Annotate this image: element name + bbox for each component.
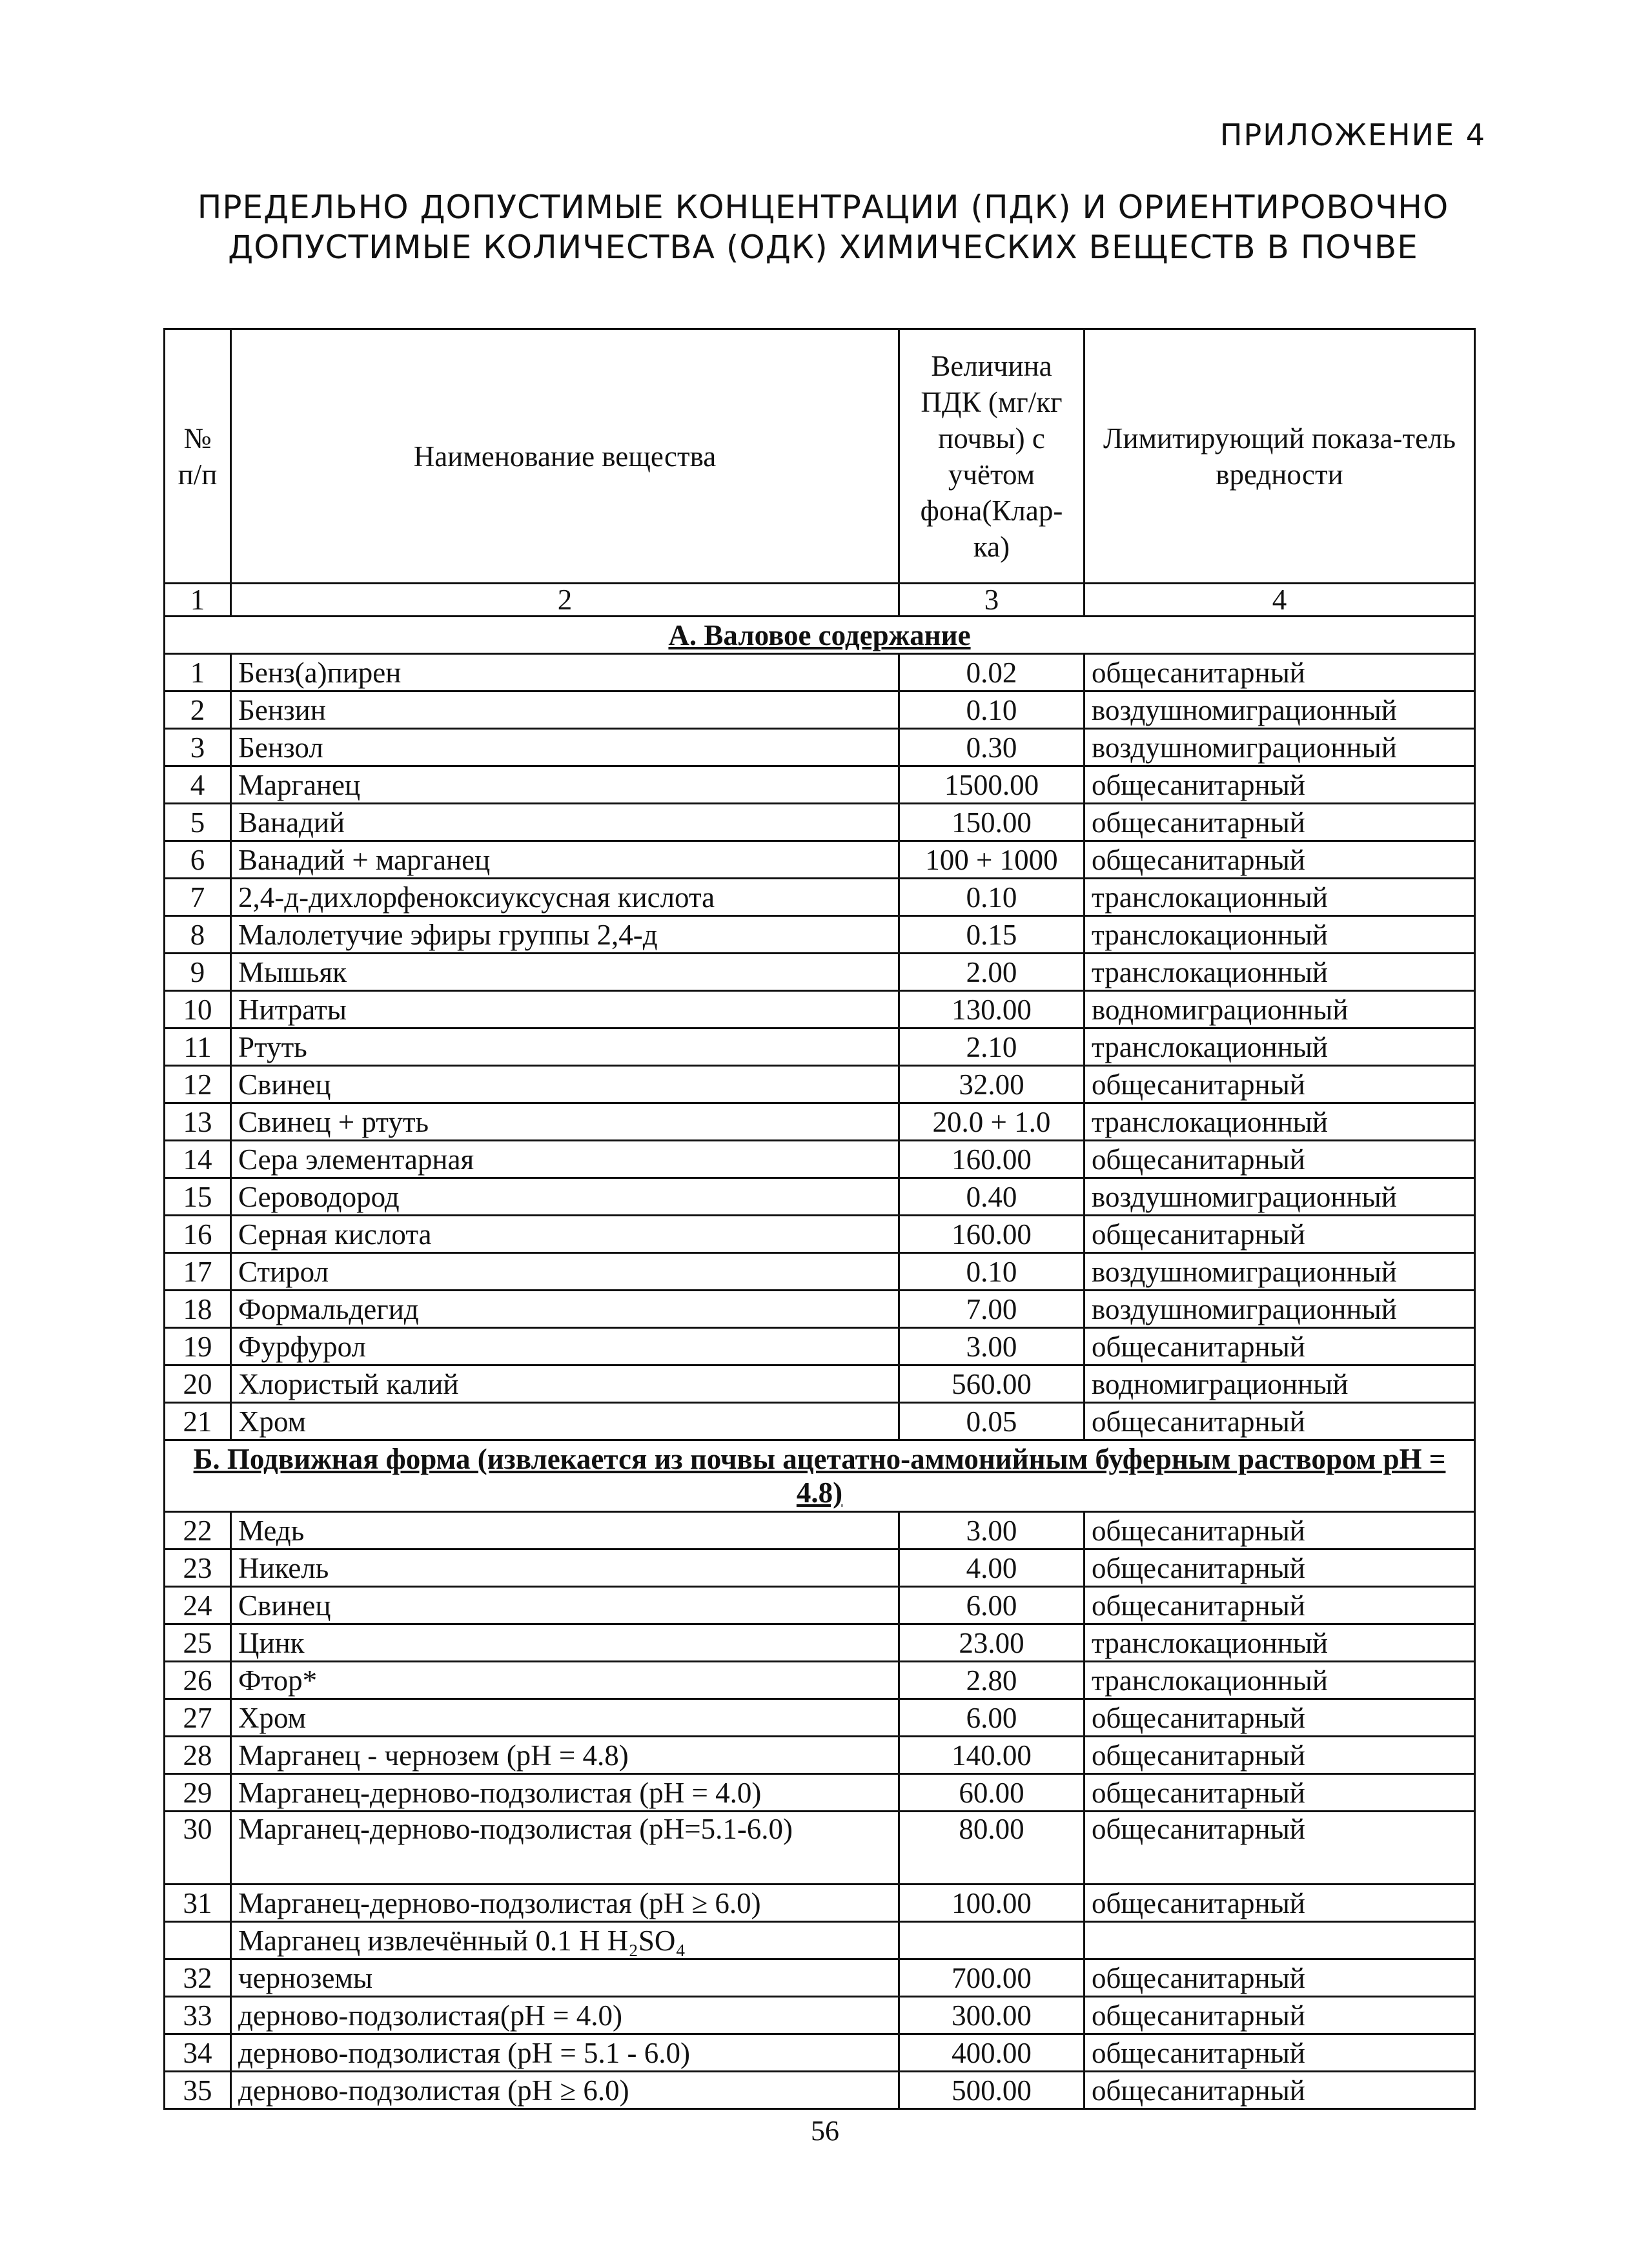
pdk-value: 700.00: [899, 1959, 1085, 1997]
pdk-value: 3.00: [899, 1328, 1085, 1365]
table-row: [165, 879, 1475, 916]
pdk-value: 3.00: [899, 1512, 1085, 1549]
pdk-value: 6.00: [899, 1699, 1085, 1737]
table-row: [165, 2072, 1475, 2109]
table-row: [165, 1737, 1475, 1774]
pdk-value: 0.40: [899, 1178, 1085, 1216]
table-row: [165, 841, 1475, 879]
substance-name: Ртуть: [231, 1028, 899, 1066]
substance-name: Серная кислота: [231, 1216, 899, 1253]
row-number: 20: [165, 1365, 231, 1403]
row-number: 4: [165, 766, 231, 804]
substance-name: дерново-подзолистая (pH = 5.1 - 6.0): [231, 2034, 899, 2072]
document-title: [155, 187, 1491, 267]
column-number: 3: [899, 584, 1085, 617]
table-row: [165, 1662, 1475, 1699]
row-number: 18: [165, 1291, 231, 1328]
table-row: [165, 1959, 1475, 1997]
row-number: 28: [165, 1737, 231, 1774]
section-header-row: [165, 617, 1475, 654]
limiting-indicator: транслокационный: [1085, 1624, 1475, 1662]
table-row: [165, 1328, 1475, 1365]
substance-name: Цинк: [231, 1624, 899, 1662]
header-name: Наименование вещества: [231, 329, 899, 584]
row-number: 25: [165, 1624, 231, 1662]
pdk-value: 560.00: [899, 1365, 1085, 1403]
pdk-value: 4.00: [899, 1549, 1085, 1587]
substance-name: 2,4-д-дихлорфеноксиуксусная кислота: [231, 879, 899, 916]
row-number: 26: [165, 1662, 231, 1699]
substance-name: Ванадий + марганец: [231, 841, 899, 879]
limiting-indicator: общесанитарный: [1085, 1549, 1475, 1587]
limiting-indicator: общесанитарный: [1085, 1699, 1475, 1737]
limiting-indicator: общесанитарный: [1085, 1512, 1475, 1549]
appendix-label: ПРИЛОЖЕНИЕ 4: [1219, 117, 1486, 152]
pdk-value: 0.05: [899, 1403, 1085, 1440]
header-limit: Лимитирующий показа-тель вредности: [1085, 329, 1475, 584]
row-number: 34: [165, 2034, 231, 2072]
row-number: 3: [165, 729, 231, 766]
row-number: 17: [165, 1253, 231, 1291]
row-number: 14: [165, 1141, 231, 1178]
empty-cell: [899, 1922, 1085, 1959]
limiting-indicator: общесанитарный: [1085, 1216, 1475, 1253]
substance-name: Мышьяк: [231, 954, 899, 991]
empty-cell: [165, 1922, 231, 1959]
substance-name: Бензол: [231, 729, 899, 766]
table-row: [165, 1028, 1475, 1066]
substance-name: Медь: [231, 1512, 899, 1549]
table-row: [165, 1365, 1475, 1403]
header-value: Величина ПДК (мг/кг почвы) с учётом фона(Клар-ка): [899, 329, 1085, 584]
pdk-value: 32.00: [899, 1066, 1085, 1103]
table-row: [165, 1403, 1475, 1440]
row-number: 15: [165, 1178, 231, 1216]
substance-name: Свинец + ртуть: [231, 1103, 899, 1141]
limiting-indicator: общесанитарный: [1085, 1885, 1475, 1922]
table-row: [165, 1103, 1475, 1141]
row-number: 21: [165, 1403, 231, 1440]
limiting-indicator: воздушномиграционный: [1085, 1253, 1475, 1291]
limiting-indicator: общесанитарный: [1085, 766, 1475, 804]
row-number: 29: [165, 1774, 231, 1812]
column-numbers-row: [165, 584, 1475, 617]
table-row: [165, 804, 1475, 841]
substance-name: Хлористый калий: [231, 1365, 899, 1403]
row-number: 5: [165, 804, 231, 841]
substance-name: Хром: [231, 1699, 899, 1737]
row-number: 12: [165, 1066, 231, 1103]
pdk-value: 2.80: [899, 1662, 1085, 1699]
table-row: [165, 1178, 1475, 1216]
table-row: [165, 1774, 1475, 1812]
limiting-indicator: общесанитарный: [1085, 1141, 1475, 1178]
row-number: 1: [165, 654, 231, 691]
limiting-indicator: общесанитарный: [1085, 2034, 1475, 2072]
table-header-row: [165, 329, 1475, 584]
substance-name: Фтор*: [231, 1662, 899, 1699]
substance-name: Марганец - чернозем (pH = 4.8): [231, 1737, 899, 1774]
row-number: 23: [165, 1549, 231, 1587]
pdk-value: 160.00: [899, 1216, 1085, 1253]
pdk-value: 60.00: [899, 1774, 1085, 1812]
pdk-value: 500.00: [899, 2072, 1085, 2109]
substance-name: Бенз(а)пирен: [231, 654, 899, 691]
substance-name: дерново-подзолистая (pH ≥ 6.0): [231, 2072, 899, 2109]
table-row: [165, 1699, 1475, 1737]
table-row: [165, 954, 1475, 991]
pdk-value: 0.10: [899, 691, 1085, 729]
table-row: [165, 1812, 1475, 1885]
subgroup-row: [165, 1922, 1475, 1959]
pdk-value: 6.00: [899, 1587, 1085, 1624]
limiting-indicator: транслокационный: [1085, 1103, 1475, 1141]
substance-name: Сероводород: [231, 1178, 899, 1216]
row-number: 33: [165, 1997, 231, 2034]
table-row: [165, 1066, 1475, 1103]
pdk-value: 2.00: [899, 954, 1085, 991]
table-row: [165, 1885, 1475, 1922]
substance-name: Малолетучие эфиры группы 2,4-д: [231, 916, 899, 954]
table-row: [165, 1253, 1475, 1291]
limiting-indicator: общесанитарный: [1085, 1737, 1475, 1774]
limiting-indicator: водномиграционный: [1085, 1365, 1475, 1403]
table-row: [165, 691, 1475, 729]
table-row: [165, 1997, 1475, 2034]
limiting-indicator: общесанитарный: [1085, 1066, 1475, 1103]
column-number: 1: [165, 584, 231, 617]
pdk-value: 300.00: [899, 1997, 1085, 2034]
limiting-indicator: воздушномиграционный: [1085, 729, 1475, 766]
pdk-value: 2.10: [899, 1028, 1085, 1066]
substance-name: Ванадий: [231, 804, 899, 841]
table-row: [165, 1587, 1475, 1624]
pdk-value: 20.0 + 1.0: [899, 1103, 1085, 1141]
row-number: 22: [165, 1512, 231, 1549]
table-row: [165, 1216, 1475, 1253]
row-number: 2: [165, 691, 231, 729]
limiting-indicator: общесанитарный: [1085, 841, 1475, 879]
limiting-indicator: общесанитарный: [1085, 1403, 1475, 1440]
pdk-value: 400.00: [899, 2034, 1085, 2072]
substance-name: Нитраты: [231, 991, 899, 1028]
section-title: Б. Подвижная форма (извлекается из почвы ацетатно-аммонийным буферным раствором pH = 4.8): [165, 1440, 1475, 1512]
row-number: 9: [165, 954, 231, 991]
pdk-value: 0.10: [899, 879, 1085, 916]
pdk-value: 80.00: [899, 1812, 1085, 1885]
header-no: № п/п: [165, 329, 231, 584]
table-row: [165, 1549, 1475, 1587]
limiting-indicator: общесанитарный: [1085, 654, 1475, 691]
substance-name: Свинец: [231, 1066, 899, 1103]
limiting-indicator: общесанитарный: [1085, 2072, 1475, 2109]
substance-name: Бензин: [231, 691, 899, 729]
table-row: [165, 1291, 1475, 1328]
pdk-value: 7.00: [899, 1291, 1085, 1328]
table-row: [165, 991, 1475, 1028]
pdk-value: 0.15: [899, 916, 1085, 954]
pdk-value: 0.02: [899, 654, 1085, 691]
pdk-value: 160.00: [899, 1141, 1085, 1178]
row-number: 8: [165, 916, 231, 954]
substance-name: Марганец-дерново-подзолистая (pH ≥ 6.0): [231, 1885, 899, 1922]
substance-name: Стирол: [231, 1253, 899, 1291]
row-number: 19: [165, 1328, 231, 1365]
pdk-value: 23.00: [899, 1624, 1085, 1662]
row-number: 10: [165, 991, 231, 1028]
section-header-row: [165, 1440, 1475, 1512]
pdk-value: 100 + 1000: [899, 841, 1085, 879]
limiting-indicator: общесанитарный: [1085, 1587, 1475, 1624]
pdk-value: 150.00: [899, 804, 1085, 841]
limiting-indicator: транслокационный: [1085, 916, 1475, 954]
table-row: [165, 1624, 1475, 1662]
row-number: 16: [165, 1216, 231, 1253]
pdk-value: 0.10: [899, 1253, 1085, 1291]
substance-name: Сера элементарная: [231, 1141, 899, 1178]
row-number: 11: [165, 1028, 231, 1066]
pdk-value: 0.30: [899, 729, 1085, 766]
limiting-indicator: воздушномиграционный: [1085, 691, 1475, 729]
page-number: 56: [811, 2115, 839, 2147]
table-row: [165, 729, 1475, 766]
table-row: [165, 916, 1475, 954]
row-number: 6: [165, 841, 231, 879]
row-number: 30: [165, 1812, 231, 1885]
row-number: 32: [165, 1959, 231, 1997]
limiting-indicator: транслокационный: [1085, 1028, 1475, 1066]
row-number: 27: [165, 1699, 231, 1737]
limiting-indicator: воздушномиграционный: [1085, 1291, 1475, 1328]
limiting-indicator: транслокационный: [1085, 879, 1475, 916]
column-number: 4: [1085, 584, 1475, 617]
substance-name: Никель: [231, 1549, 899, 1587]
table-row: [165, 654, 1475, 691]
substance-name: Марганец-дерново-подзолистая (pH=5.1-6.0): [231, 1812, 899, 1885]
substance-name: Марганец: [231, 766, 899, 804]
substance-name: Свинец: [231, 1587, 899, 1624]
row-number: 13: [165, 1103, 231, 1141]
title-line-1: ПРЕДЕЛЬНО ДОПУСТИМЫЕ КОНЦЕНТРАЦИИ (ПДК) И ОРИЕНТИРОВОЧНО: [197, 189, 1449, 226]
substance-name: Формальдегид: [231, 1291, 899, 1328]
table-row: [165, 2034, 1475, 2072]
table-row: [165, 766, 1475, 804]
row-number: 7: [165, 879, 231, 916]
pdk-table: [163, 328, 1476, 2110]
limiting-indicator: общесанитарный: [1085, 1997, 1475, 2034]
row-number: 35: [165, 2072, 231, 2109]
row-number: 31: [165, 1885, 231, 1922]
pdk-value: 1500.00: [899, 766, 1085, 804]
substance-name: черноземы: [231, 1959, 899, 1997]
empty-cell: [1085, 1922, 1475, 1959]
subgroup-label: Марганец извлечённый 0.1 Н H₂SO₄: [231, 1922, 899, 1959]
title-line-2: ДОПУСТИМЫЕ КОЛИЧЕСТВА (ОДК) ХИМИЧЕСКИХ ВЕЩЕСТВ В ПОЧВЕ: [228, 229, 1418, 266]
limiting-indicator: транслокационный: [1085, 1662, 1475, 1699]
substance-name: Хром: [231, 1403, 899, 1440]
limiting-indicator: общесанитарный: [1085, 804, 1475, 841]
limiting-indicator: общесанитарный: [1085, 1774, 1475, 1812]
pdk-value: 140.00: [899, 1737, 1085, 1774]
substance-name: дерново-подзолистая(pH = 4.0): [231, 1997, 899, 2034]
limiting-indicator: транслокационный: [1085, 954, 1475, 991]
substance-name: Фурфурол: [231, 1328, 899, 1365]
limiting-indicator: общесанитарный: [1085, 1959, 1475, 1997]
limiting-indicator: общесанитарный: [1085, 1328, 1475, 1365]
row-number: 24: [165, 1587, 231, 1624]
pdk-value: 130.00: [899, 991, 1085, 1028]
limiting-indicator: общесанитарный: [1085, 1812, 1475, 1885]
column-number: 2: [231, 584, 899, 617]
table-row: [165, 1141, 1475, 1178]
section-title: А. Валовое содержание: [165, 617, 1475, 654]
table-row: [165, 1512, 1475, 1549]
limiting-indicator: водномиграционный: [1085, 991, 1475, 1028]
substance-name: Марганец-дерново-подзолистая (pH = 4.0): [231, 1774, 899, 1812]
pdk-value: 100.00: [899, 1885, 1085, 1922]
limiting-indicator: воздушномиграционный: [1085, 1178, 1475, 1216]
